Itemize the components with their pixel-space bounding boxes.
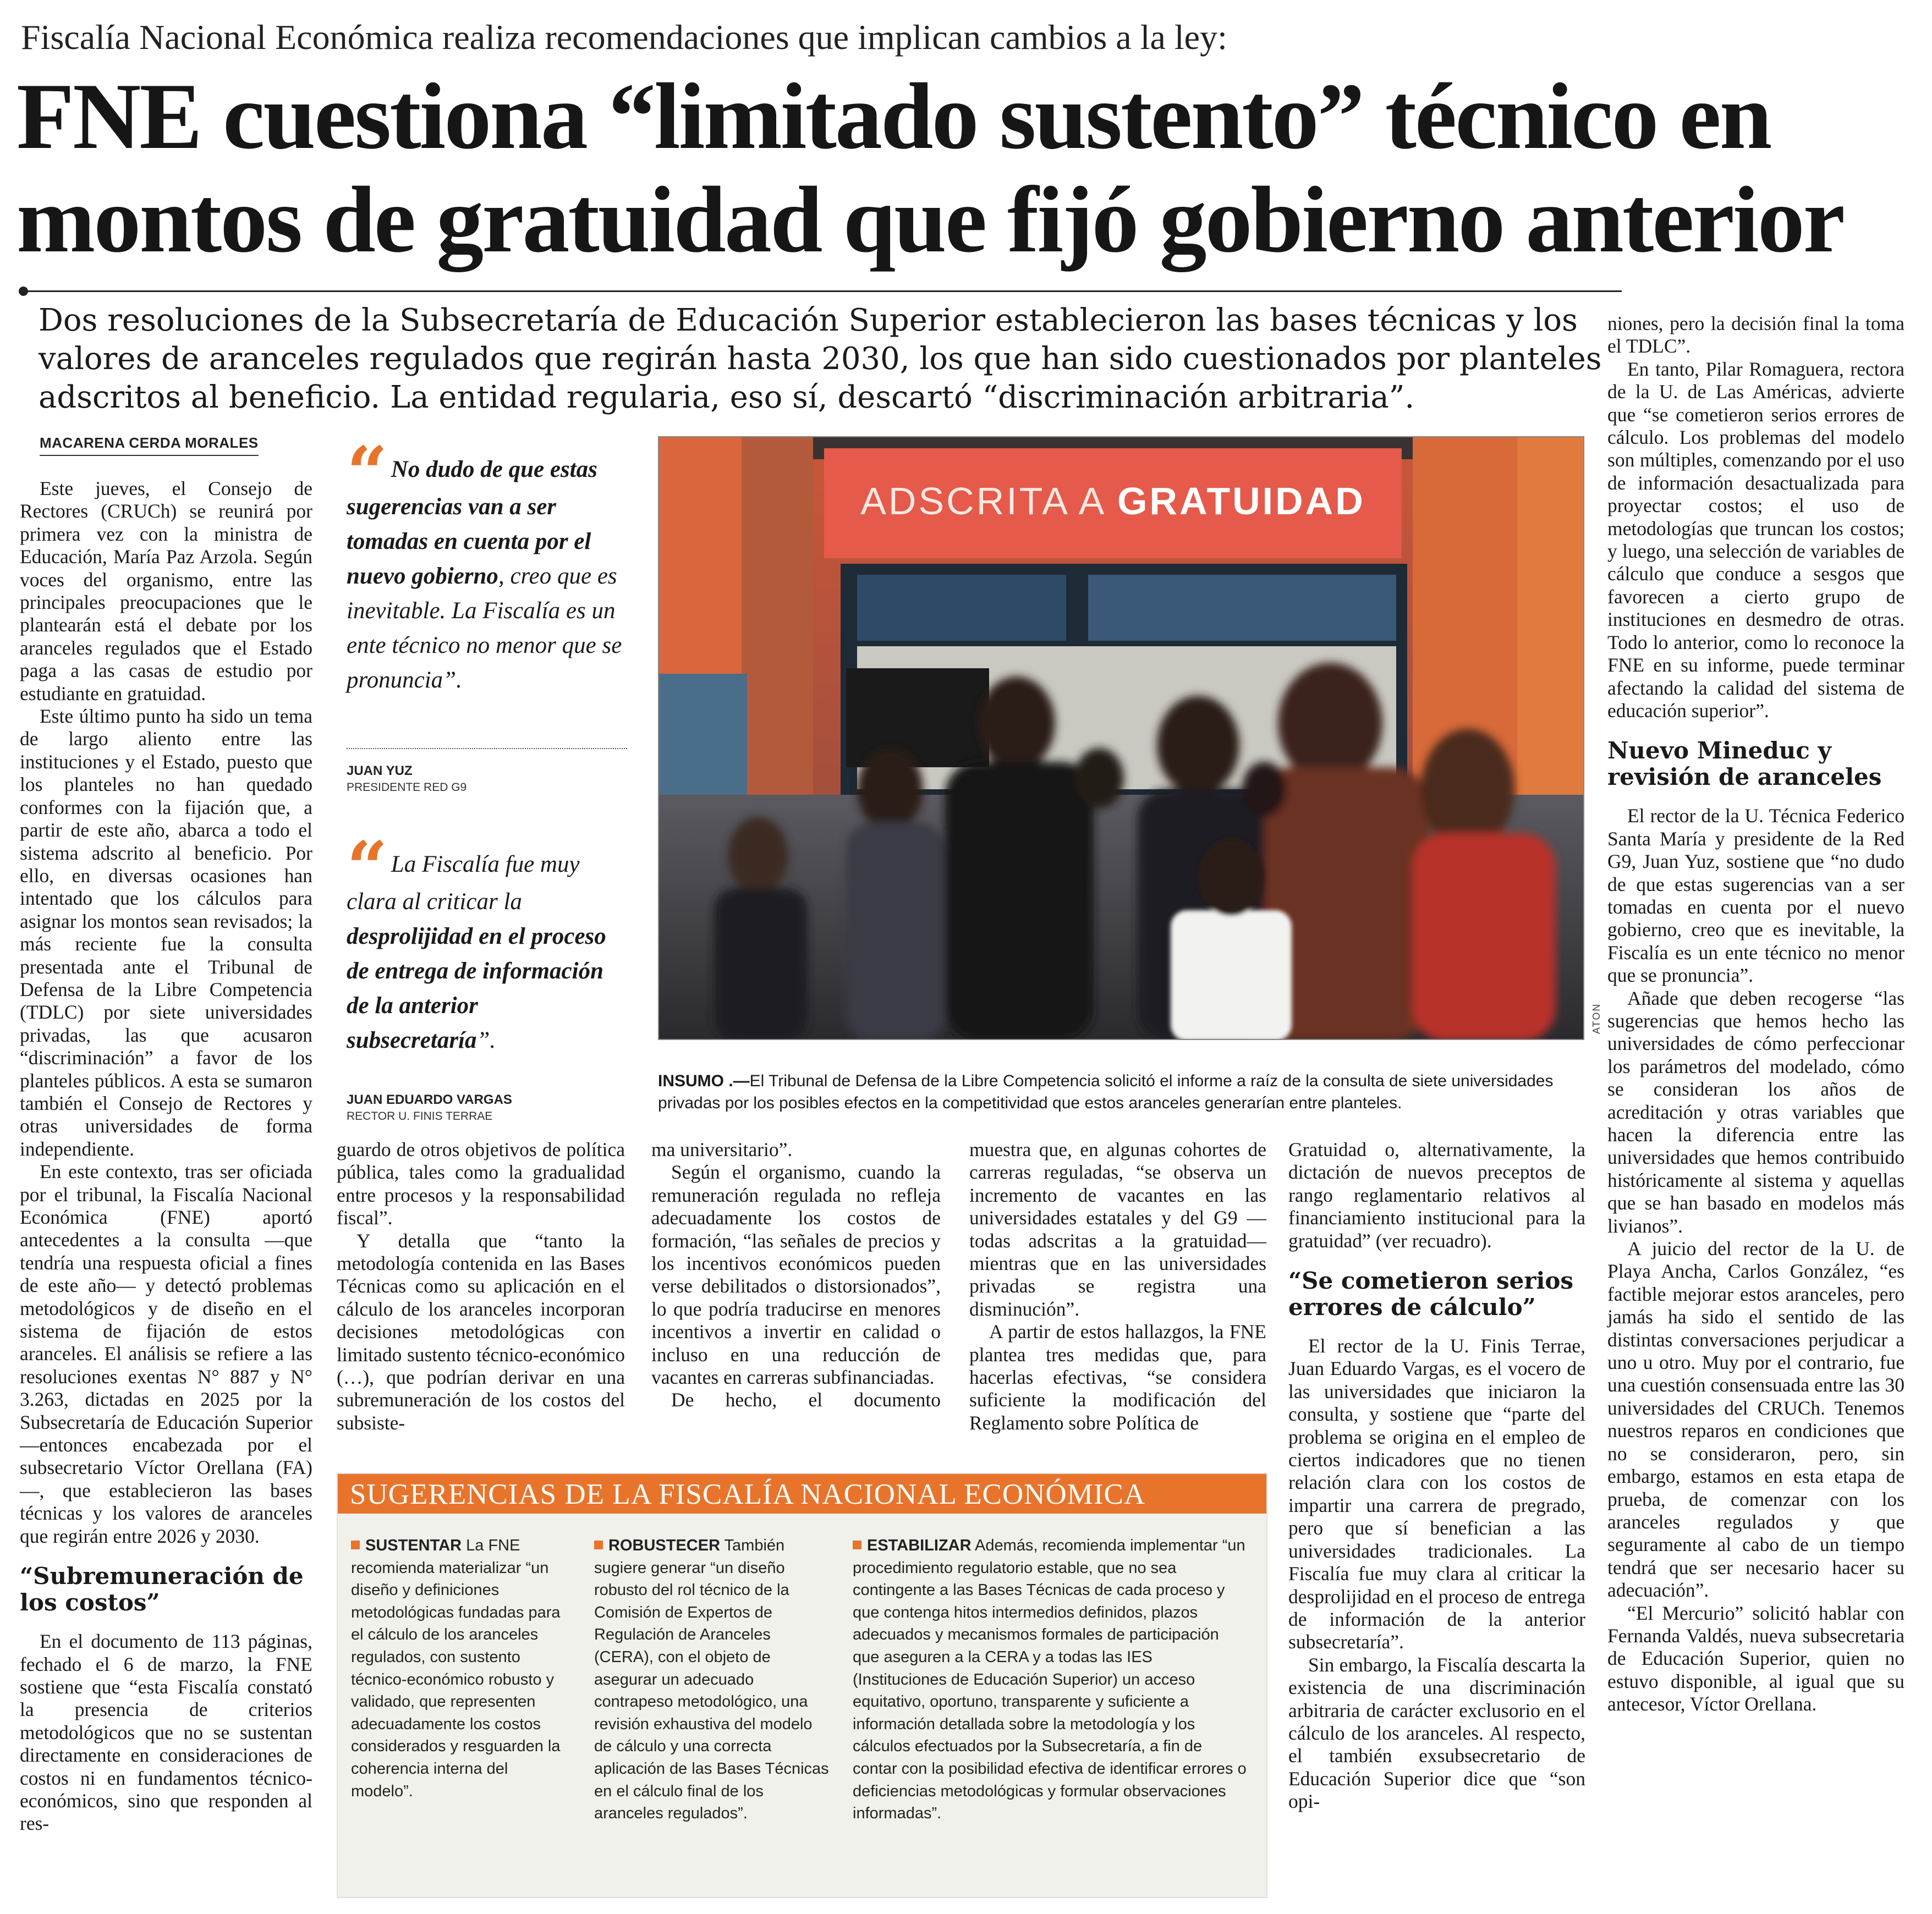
suggestion-item [351,1535,568,1802]
col6-subheading: Nuevo Mineduc y revisión de aranceles [1607,737,1882,791]
quote2-text: La Fiscalía fue muy clara al criticar la [347,851,580,915]
col3-paragraph: Según el organismo, cuando la remuneración regulada no refleja adecuadamente los costos de formación, “las señales de precios y los incentivos económicos pueden verse debilitados o distorsionados”, lo que podría traducirse en menores incentivos a invertir en calidad o incluso en una reducción de vacantes en carreras subfinanciadas. [651,1161,941,1389]
column-4 [969,1138,1266,1434]
col2-paragraph: guardo de otros objetivos de política pública, tales como la gradualidad entre procesos y la responsabilidad fiscal”. [337,1138,625,1229]
col6-paragraph: “El Mercurio” solicitó hablar con Fernanda Valdés, nueva subsecretaria de Educación Superior, quien no estuvo disponible, al igual que su antecesor, Víctor Orellana. [1607,1602,1904,1715]
headline: FNE cuestiona “limitado sustento” técnico en montos de gratuidad que fijó gobierno anterior [17,64,1844,272]
quote2-role: RECTOR U. FINIS TERRAE [347,1110,493,1123]
photo [658,436,1584,1040]
col1-paragraph: En el documento de 113 páginas, fechado el 6 de marzo, la FNE sostiene que “esta Fiscalía constató la presencia de criterios metodológicos que no se sustentan directamente en consideraciones de costos ni en fundamentos técnico-económicos, sino que responden al res- [20,1630,312,1835]
col4-paragraph: A partir de estos hallazgos, la FNE plantea tres medidas que, para hacerlas efectivas, “se considera suficiente la modificación del Reglamento sobre Política de [969,1321,1266,1434]
suggestion-text: También sugiere generar “un diseño robusto del rol técnico de la Comisión de Expertos de Regulación de Aranceles (CERA), con el objeto de asegurar un adecuado contrapeso metodológico, una revisión exhaustiva del modelo de cálculo y una correcta aplicación de las Bases Técnicas en el cálculo final de los aranceles regulados”. [594,1537,829,1823]
quote1-author: JUAN YUZ [347,763,413,778]
quote1-role: PRESIDENTE RED G9 [347,781,467,794]
photo-caption [658,1070,1588,1114]
col6-paragraph: Añade que deben recogerse “las sugerencias que hemos hecho las universidades de cómo perfeccionar los parámetros del modelado, cómo se consideran los años de acreditación y otras variables que hacen la diferencia entre las universidades que hemos contribuido históricamente al sistema y aquellas que se han basado en modelos más livianos”. [1607,987,1904,1237]
col6-paragraph: El rector de la U. Técnica Federico Santa María y presidente de la Red G9, Juan Yuz, sostiene que “no dudo de que estas sugerencias van a ser tomadas en cuenta por el nuevo gobierno, creo que es inevitable, la Fiscalía es un ente técnico no menor que se pronuncia”. [1607,805,1904,987]
suggestions-box-title: SUGERENCIAS DE LA FISCALÍA NACIONAL ECONÓMICA [338,1474,1266,1514]
photo-credit: ATON [1591,1003,1602,1034]
column-2 [337,1138,625,1434]
title-dot [19,287,28,296]
bullet-square-icon [594,1541,603,1549]
suggestion-item [594,1535,831,1825]
col6-paragraph: niones, pero la decisión final la toma el TDLC”. [1607,312,1904,358]
quote1-rule [347,748,627,749]
col1-paragraph: Este último punto ha sido un tema de largo aliento entre las instituciones y el Estado, puesto que los planteles no han quedado conformes con la fijación que, a partir de este año, abarca a todo el sistema adscrito al beneficio. Por ello, en diversas ocasiones han intentado que los cálculos para asignar los montos sean revisados; la más reciente fue la consulta presentada ante el Tribunal de Defensa de la Libre Competencia (TDLC) por siete universidades privadas, las que acusaron “discriminación” a favor de los planteles públicos. A esta se sumaron también el Consejo de Rectores y otras universidades de forma independiente. [20,705,312,1160]
byline: MACARENA CERDA MORALES [40,435,259,456]
pull-quote-2: “ La Fiscalía fue muy clara al criticar la desprolijidad en el proceso de entrega de información de la anterior subsecretaría”. [347,826,606,1053]
col5-paragraph: Sin embargo, la Fiscalía descarta la existencia de una discriminación arbitraria de carácter exclusorio en el cálculo de los aranceles. Al respecto, el también exsubsecretario de Educación Superior dice que “son opi- [1288,1653,1585,1813]
quote-mark-icon: “ [347,431,388,515]
col6-paragraph: A juicio del rector de la U. de Playa Ancha, Carlos González, “es factible mejorar estos aranceles, pero jamás ha sido el sentido de las distintas conversaciones perjudicar a uno u otro. Muy por el contrario, fue una cuestión consensuada entre las 30 universidades del CRUCh. Tenemos nuestros reparos en condiciones que no se consideraron, pero, sin embargo, estamos en esta etapa de prueba, de comenzar con los aranceles regulados y que seguramente al cabo de un tiempo tendrá que ser necesario hacer su adecuación”. [1607,1238,1904,1602]
kicker: Fiscalía Nacional Económica realiza recomendaciones que implican cambios a la ley: [21,18,1227,57]
suggestion-item [853,1535,1249,1825]
quote2-bold: desprolijidad en el proceso de entrega de información de la anterior subsecretaría [347,923,606,1053]
svg-text:ADSCRITA A GRATUIDAD: ADSCRITA A GRATUIDAD [860,480,1365,522]
suggestion-text: La FNE recomienda materializar “un diseño y definiciones metodológicas fundadas para el cálculo de los aranceles regulados, con sustento técnico-económico robusto y validado, que representen adecuadamente los costos considerados y resguarden la coherencia interna del modelo”. [351,1537,561,1800]
caption-text: El Tribunal de Defensa de la Libre Competencia solicitó el informe a raíz de la consulta de siete universidades privadas por los posibles efectos en la competitividad que estos aranceles generarían entre planteles. [658,1072,1554,1112]
col6-paragraph: En tanto, Pilar Romaguera, rectora de la U. de Las Américas, advierte que “se cometieron serios errores de cálculo. Los problemas del modelo son múltiples, comenzando por el uso de información desactualizada para proyectar costos; el uso de metodologías que truncan los costos; y luego, una selección de variables de cálculo que conduce a sesgos que favorecen a cierto grupo de instituciones en desmedro de otras. Todo lo anterior, como lo reconoce la FNE en su informe, puede terminar afectando la calidad del sistema de educación superior”. [1607,358,1904,722]
col1-paragraph: Este jueves, el Consejo de Rectores (CRUCh) se reunirá por primera vez con la ministra de Educación, María Paz Arzola. Según voces del organismo, entre las principales preocupaciones que le plantearán está el debate por los aranceles regulados que el Estado paga a las casas de estudio por estudiante en gratuidad. [20,477,312,705]
col5-paragraph: Gratuidad o, alternativamente, la dictación de nuevos preceptos de rango reglamentario relativos al financiamiento institucional para la gratuidad” (ver recuadro). [1288,1138,1585,1252]
col5-subheading: “Se cometieron serios errores de cálculo” [1288,1267,1574,1321]
quote1-bold: No dudo de que estas sugerencias van a ser tomadas en cuenta por el nuevo gobierno [347,457,597,589]
bullet-square-icon [853,1541,861,1549]
col1-subheading: “Subremuneración de los costos” [20,1563,304,1616]
suggestion-label: ROBUSTECER [608,1537,721,1554]
column-3 [651,1138,941,1412]
suggestions-box [337,1473,1267,1898]
col3-paragraph: De hecho, el documento [671,1389,941,1411]
col2-paragraph: Y detalla que “tanto la metodología contenida en las Bases Técnicas como su aplicación en el cálculo de los aranceles incorporan decisiones metodológicas con limitado sustento técnico-económico (…), que podrían derivar en una subremuneración de los costos del subsiste- [337,1229,625,1434]
col3-paragraph: ma universitario”. [651,1138,793,1160]
quote-mark-icon: “ [347,826,388,910]
quote1-text: , creo que es inevitable. La Fiscalía es un ente técnico no menor que se pronuncia [347,563,622,693]
col5-paragraph: El rector de la U. Finis Terrae, Juan Eduardo Vargas, es el vocero de las universidades que iniciaron la consulta, y sostiene que “parte del problema se origina en el empleo de ciertos indicadores que no tienen relación clara con los costos de impartir una carrera de pregrado, pero que sí benefician a las universidades tradicionales. La Fiscalía fue muy clara al criticar la desprolijidad en el proceso de entrega de información de la anterior subsecretaría”. [1288,1335,1585,1653]
title-rule [21,290,1622,292]
lead-paragraph: Dos resoluciones de la Subsecretaría de Educación Superior establecieron las bases técnicas y los valores de aranceles regulados que regirán hasta 2030, los que han sido cuestionados por planteles adscritos al beneficio. La entidad regularia, eso sí, descartó “discriminación arbitraria”. [39,302,1602,415]
suggestion-label: ESTABILIZAR [867,1537,972,1554]
column-1 [20,477,312,1835]
column-6 [1607,312,1904,1716]
col1-paragraph: En este contexto, tras ser oficiada por el tribunal, la Fiscalía Nacional Económica (FNE) aportó antecedentes a la consulta —que tendría una respuesta oficial a fines de este año— y detectó problemas metodológicos y de diseño en el sistema de fijación de estos aranceles. El análisis se refiere a las resoluciones exentas N° 887 y N° 3.263, dictadas en 2025 por la Subsecretaría de Educación Superior —entonces encabezada por el subsecretario Víctor Orellana (FA)—, que establecieron las bases técnicas y los valores de aranceles que regirán entre 2026 y 2030. [20,1160,312,1547]
caption-label: INSUMO .— [658,1072,750,1090]
bullet-square-icon [351,1541,360,1549]
suggestion-label: SUSTENTAR [365,1537,462,1554]
column-5 [1288,1138,1585,1813]
col4-paragraph: muestra que, en algunas cohortes de carreras reguladas, “se observa un incremento de vacantes en las universidades estatales y del G9 —todas adscritas a la gratuidad— mientras que en las universidades privadas se registra una disminución”. [969,1138,1266,1320]
quote2-author: JUAN EDUARDO VARGAS [347,1092,512,1107]
photo-illustration [659,437,1584,1040]
suggestion-text: Además, recomienda implementar “un procedimiento regulatorio estable, que no sea contingente a las Bases Técnicas de cada proceso y que contenga hitos intermedios definidos, plazos adecuados y mecanismos formales de participación que aseguren a la CERA y a todas las IES (Instituciones de Educación Superior) un acceso equitativo, oportuno, transparente y suficiente a información detallada sobre la metodología y los cálculos efectuados por la Subsecretaría, a fin de contar con la posibilidad efectiva de identificar errores o deficiencias metodológicas y formular observaciones informadas”. [853,1537,1247,1823]
pull-quote-1: “ No dudo de que estas sugerencias van a ser tomadas en cuenta por el nuevo gobierno, creo que es inevitable. La Fiscalía es un ente técnico no menor que se pronuncia”. [347,431,622,693]
